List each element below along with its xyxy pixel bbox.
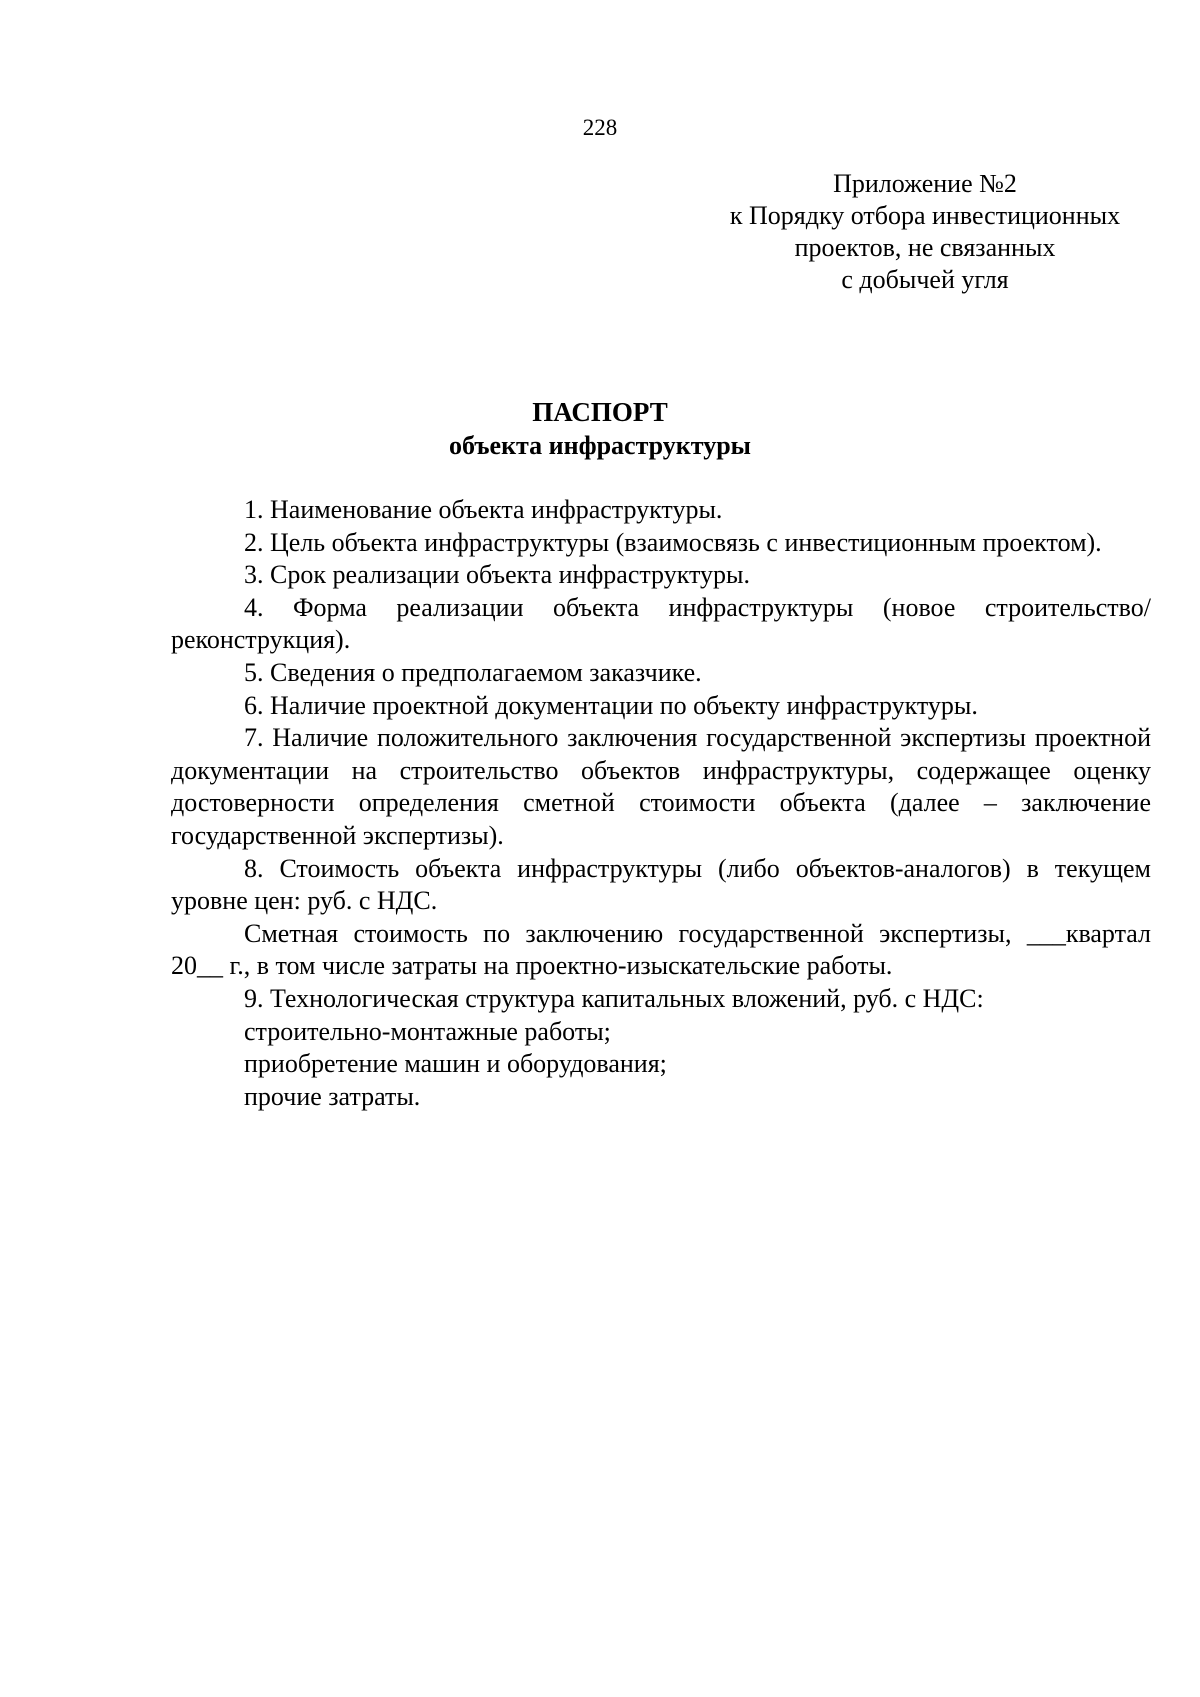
appendix-line-3: проектов, не связанных xyxy=(794,233,1056,262)
document-body xyxy=(171,494,1151,1113)
appendix-line-1: Приложение №2 xyxy=(833,169,1017,198)
item-2: 2. Цель объекта инфраструктуры (взаимосвязь с инвестиционным проектом). xyxy=(244,527,1102,557)
appendix-line-4: с добычей угля xyxy=(841,265,1009,294)
appendix-header xyxy=(700,168,1150,296)
title-main: ПАСПОРТ xyxy=(532,397,668,427)
item-8-estimate: Сметная стоимость по заключению государственной экспертизы, ___квартал 20__ г., в том числе затраты на проектно-изыскательские работы. xyxy=(171,918,1151,981)
item-9-equipment: приобретение машин и оборудования; xyxy=(244,1049,667,1079)
item-7: 7. Наличие положительного заключения государственной экспертизы проектной документации на строительство объектов инфраструктуры, содержащее оценку достоверности определения сметной стоимости объекта (далее – заключение государственной экспертизы). xyxy=(171,723,1151,850)
appendix-line-2: к Порядку отбора инвестиционных xyxy=(729,201,1121,230)
item-5: 5. Сведения о предполагаемом заказчике. xyxy=(244,657,702,687)
item-4: 4. Форма реализации объекта инфраструктуры (новое строительство/реконструкция). xyxy=(171,592,1151,655)
page-number: 228 xyxy=(582,115,618,140)
document-title xyxy=(0,395,1200,463)
item-1: 1. Наименование объекта инфраструктуры. xyxy=(244,495,723,524)
item-3: 3. Срок реализации объекта инфраструктуры. xyxy=(244,560,750,590)
item-6: 6. Наличие проектной документации по объекту инфраструктуры. xyxy=(244,690,978,720)
item-8: 8. Стоимость объекта инфраструктуры (либо объектов-аналогов) в текущем уровне цен: руб. с НДС. xyxy=(171,853,1151,916)
item-9: 9. Технологическая структура капитальных вложений, руб. с НДС: xyxy=(244,983,984,1013)
item-9-other: прочие затраты. xyxy=(244,1081,421,1111)
title-subtitle: объекта инфраструктуры xyxy=(449,431,751,460)
item-9-construction: строительно-монтажные работы; xyxy=(244,1016,611,1046)
